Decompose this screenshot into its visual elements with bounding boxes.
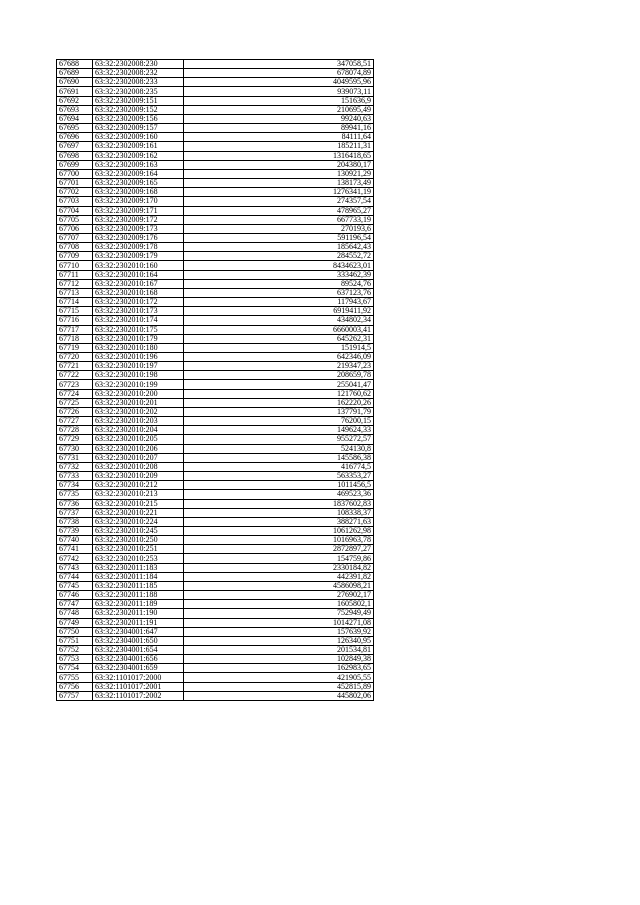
cadastral-number-cell: 63:32:2302011:185	[93, 581, 184, 590]
cadastral-value-cell: 445802,06	[184, 691, 374, 700]
table-row	[57, 618, 374, 627]
table-row	[57, 646, 374, 655]
row-id-cell: 67728	[57, 426, 93, 435]
cadastral-number-cell: 63:32:2302010:201	[93, 398, 184, 407]
cadastral-number-cell: 63:32:2302010:212	[93, 481, 184, 490]
cadastral-number-cell: 63:32:2302009:152	[93, 105, 184, 114]
table-row	[57, 536, 374, 545]
cadastral-value-cell: 276902,17	[184, 591, 374, 600]
cadastral-number-cell: 63:32:2304001:654	[93, 646, 184, 655]
table-row	[57, 417, 374, 426]
row-id-cell: 67752	[57, 646, 93, 655]
row-id-cell: 67716	[57, 316, 93, 325]
row-id-cell: 67704	[57, 206, 93, 215]
table-row	[57, 206, 374, 215]
cadastral-value-cell: 442391,82	[184, 572, 374, 581]
cadastral-number-cell: 63:32:2302011:188	[93, 591, 184, 600]
table-row	[57, 609, 374, 618]
cadastral-value-cell: 89941,16	[184, 124, 374, 133]
cadastral-number-cell: 63:32:1101017:2002	[93, 691, 184, 700]
row-id-cell: 67734	[57, 481, 93, 490]
cadastral-value-cell: 210695,49	[184, 105, 374, 114]
table-row	[57, 563, 374, 572]
cadastral-value-cell: 108338,37	[184, 508, 374, 517]
row-id-cell: 67740	[57, 536, 93, 545]
cadastral-value-cell: 637123,76	[184, 288, 374, 297]
cadastral-value-cell: 1316418,65	[184, 151, 374, 160]
table-row	[57, 353, 374, 362]
row-id-cell: 67690	[57, 78, 93, 87]
row-id-cell: 67688	[57, 60, 93, 69]
row-id-cell: 67711	[57, 270, 93, 279]
cadastral-number-cell: 63:32:2302010:175	[93, 325, 184, 334]
cadastral-number-cell: 63:32:2302010:199	[93, 380, 184, 389]
table-row	[57, 252, 374, 261]
row-id-cell: 67727	[57, 417, 93, 426]
cadastral-value-cell: 99240,63	[184, 114, 374, 123]
row-id-cell: 67725	[57, 398, 93, 407]
row-id-cell: 67702	[57, 188, 93, 197]
cadastral-number-cell: 63:32:2302011:190	[93, 609, 184, 618]
table-row	[57, 572, 374, 581]
row-id-cell: 67738	[57, 517, 93, 526]
table-row	[57, 316, 374, 325]
row-id-cell: 67717	[57, 325, 93, 334]
cadastral-value-cell: 84111,64	[184, 133, 374, 142]
row-id-cell: 67750	[57, 627, 93, 636]
row-id-cell: 67722	[57, 371, 93, 380]
cadastral-value-cell: 117943,67	[184, 298, 374, 307]
cadastral-value-cell: 469523,36	[184, 490, 374, 499]
cadastral-number-cell: 63:32:2304001:656	[93, 655, 184, 664]
table-row	[57, 453, 374, 462]
cadastral-number-cell: 63:32:2302009:161	[93, 142, 184, 151]
cadastral-value-cell: 478965,27	[184, 206, 374, 215]
row-id-cell: 67729	[57, 435, 93, 444]
table-row	[57, 462, 374, 471]
cadastral-number-cell: 63:32:2302008:235	[93, 87, 184, 96]
cadastral-number-cell: 63:32:2302009:165	[93, 179, 184, 188]
row-id-cell: 67726	[57, 407, 93, 416]
cadastral-number-cell: 63:32:2302010:180	[93, 343, 184, 352]
cadastral-value-cell: 76200,15	[184, 417, 374, 426]
row-id-cell: 67712	[57, 279, 93, 288]
row-id-cell: 67718	[57, 334, 93, 343]
cadastral-value-cell: 270193,6	[184, 224, 374, 233]
cadastral-number-cell: 63:32:1101017:2001	[93, 682, 184, 691]
cadastral-number-cell: 63:32:2304001:659	[93, 664, 184, 673]
cadastral-number-cell: 63:32:2302011:189	[93, 600, 184, 609]
cadastral-value-cell: 642346,09	[184, 353, 374, 362]
row-id-cell: 67753	[57, 655, 93, 664]
cadastral-number-cell: 63:32:2302010:209	[93, 472, 184, 481]
row-id-cell: 67749	[57, 618, 93, 627]
cadastral-value-cell: 955272,57	[184, 435, 374, 444]
row-id-cell: 67713	[57, 288, 93, 297]
cadastral-number-cell: 63:32:2302010:200	[93, 389, 184, 398]
cadastral-value-cell: 201534,81	[184, 646, 374, 655]
row-id-cell: 67697	[57, 142, 93, 151]
cadastral-value-table	[56, 59, 374, 701]
row-id-cell: 67699	[57, 160, 93, 169]
cadastral-value-cell: 154759,86	[184, 554, 374, 563]
cadastral-value-cell: 157639,92	[184, 627, 374, 636]
cadastral-value-cell: 645262,31	[184, 334, 374, 343]
cadastral-value-cell: 255041,47	[184, 380, 374, 389]
cadastral-value-cell: 149624,33	[184, 426, 374, 435]
table-row	[57, 151, 374, 160]
table-row	[57, 114, 374, 123]
cadastral-value-cell: 274357,54	[184, 197, 374, 206]
cadastral-value-cell: 284552,72	[184, 252, 374, 261]
row-id-cell: 67691	[57, 87, 93, 96]
cadastral-value-cell: 137791,79	[184, 407, 374, 416]
table-row	[57, 435, 374, 444]
row-id-cell: 67706	[57, 224, 93, 233]
cadastral-number-cell: 63:32:2302010:172	[93, 298, 184, 307]
table-row	[57, 636, 374, 645]
table-row	[57, 288, 374, 297]
row-id-cell: 67751	[57, 636, 93, 645]
table-row	[57, 188, 374, 197]
cadastral-number-cell: 63:32:2302010:167	[93, 279, 184, 288]
cadastral-value-cell: 421905,55	[184, 673, 374, 682]
cadastral-number-cell: 63:32:2302011:184	[93, 572, 184, 581]
cadastral-value-cell: 1014271,08	[184, 618, 374, 627]
cadastral-value-cell: 1016963,78	[184, 536, 374, 545]
cadastral-value-cell: 162983,65	[184, 664, 374, 673]
table-row	[57, 96, 374, 105]
table-row	[57, 664, 374, 673]
row-id-cell: 67708	[57, 243, 93, 252]
cadastral-number-cell: 63:32:2302010:205	[93, 435, 184, 444]
table-row	[57, 343, 374, 352]
cadastral-number-cell: 63:32:2302009:178	[93, 243, 184, 252]
cadastral-number-cell: 63:32:2304001:647	[93, 627, 184, 636]
cadastral-number-cell: 63:32:2302010:253	[93, 554, 184, 563]
row-id-cell: 67742	[57, 554, 93, 563]
cadastral-value-cell: 1605802,1	[184, 600, 374, 609]
cadastral-value-cell: 667733,19	[184, 215, 374, 224]
row-id-cell: 67698	[57, 151, 93, 160]
row-id-cell: 67696	[57, 133, 93, 142]
table-row	[57, 243, 374, 252]
table-row	[57, 215, 374, 224]
cadastral-value-cell: 752949,49	[184, 609, 374, 618]
row-id-cell: 67735	[57, 490, 93, 499]
cadastral-number-cell: 63:32:2302010:215	[93, 499, 184, 508]
table-row	[57, 600, 374, 609]
cadastral-value-cell: 1276341,19	[184, 188, 374, 197]
table-row	[57, 334, 374, 343]
cadastral-number-cell: 63:32:2302010:173	[93, 307, 184, 316]
row-id-cell: 67757	[57, 691, 93, 700]
cadastral-value-cell: 126340,95	[184, 636, 374, 645]
row-id-cell: 67736	[57, 499, 93, 508]
table-row	[57, 508, 374, 517]
cadastral-number-cell: 63:32:2302011:191	[93, 618, 184, 627]
row-id-cell: 67721	[57, 362, 93, 371]
table-row	[57, 224, 374, 233]
cadastral-value-cell: 6919411,92	[184, 307, 374, 316]
cadastral-value-cell: 388271,63	[184, 517, 374, 526]
row-id-cell: 67692	[57, 96, 93, 105]
table-row	[57, 545, 374, 554]
cadastral-value-cell: 145586,38	[184, 453, 374, 462]
cadastral-value-cell: 591196,54	[184, 233, 374, 242]
table-row	[57, 179, 374, 188]
row-id-cell: 67730	[57, 444, 93, 453]
row-id-cell: 67754	[57, 664, 93, 673]
cadastral-value-cell: 347058,51	[184, 60, 374, 69]
row-id-cell: 67737	[57, 508, 93, 517]
row-id-cell: 67709	[57, 252, 93, 261]
table-row	[57, 526, 374, 535]
table-row	[57, 499, 374, 508]
row-id-cell: 67689	[57, 69, 93, 78]
table-row	[57, 133, 374, 142]
cadastral-value-cell: 102849,38	[184, 655, 374, 664]
cadastral-number-cell: 63:32:2302009:160	[93, 133, 184, 142]
row-id-cell: 67732	[57, 462, 93, 471]
cadastral-value-cell: 138173,49	[184, 179, 374, 188]
table-row	[57, 362, 374, 371]
table-row	[57, 554, 374, 563]
cadastral-value-cell: 2330184,82	[184, 563, 374, 572]
table-body	[57, 60, 374, 701]
cadastral-number-cell: 63:32:2304001:650	[93, 636, 184, 645]
cadastral-number-cell: 63:32:2302009:164	[93, 169, 184, 178]
table-row	[57, 490, 374, 499]
cadastral-value-cell: 6660003,41	[184, 325, 374, 334]
cadastral-number-cell: 63:32:2302010:168	[93, 288, 184, 297]
cadastral-number-cell: 63:32:2302010:197	[93, 362, 184, 371]
table-row	[57, 407, 374, 416]
cadastral-number-cell: 63:32:2302009:162	[93, 151, 184, 160]
cadastral-number-cell: 63:32:2302009:176	[93, 233, 184, 242]
table-row	[57, 78, 374, 87]
cadastral-number-cell: 63:32:2302009:157	[93, 124, 184, 133]
cadastral-number-cell: 63:32:2302009:156	[93, 114, 184, 123]
cadastral-value-cell: 185642,43	[184, 243, 374, 252]
cadastral-value-cell: 678074,89	[184, 69, 374, 78]
cadastral-value-cell: 162220,26	[184, 398, 374, 407]
table-row	[57, 261, 374, 270]
row-id-cell: 67703	[57, 197, 93, 206]
cadastral-value-cell: 130921,29	[184, 169, 374, 178]
cadastral-value-cell: 416774,5	[184, 462, 374, 471]
cadastral-value-cell: 2872897,27	[184, 545, 374, 554]
cadastral-number-cell: 63:32:2302010:202	[93, 407, 184, 416]
table-row	[57, 389, 374, 398]
table-row	[57, 371, 374, 380]
cadastral-value-cell: 89524,76	[184, 279, 374, 288]
row-id-cell: 67741	[57, 545, 93, 554]
table-row	[57, 160, 374, 169]
table-row	[57, 124, 374, 133]
table-row	[57, 87, 374, 96]
row-id-cell: 67720	[57, 353, 93, 362]
cadastral-value-cell: 219347,23	[184, 362, 374, 371]
cadastral-number-cell: 63:32:2302009:179	[93, 252, 184, 261]
cadastral-number-cell: 63:32:2302011:183	[93, 563, 184, 572]
table-row	[57, 380, 374, 389]
table-row	[57, 307, 374, 316]
cadastral-number-cell: 63:32:2302010:208	[93, 462, 184, 471]
table-row	[57, 60, 374, 69]
table-row	[57, 517, 374, 526]
cadastral-value-cell: 4586098,21	[184, 581, 374, 590]
cadastral-value-cell: 204380,17	[184, 160, 374, 169]
cadastral-number-cell: 63:32:2302009:163	[93, 160, 184, 169]
row-id-cell: 67743	[57, 563, 93, 572]
row-id-cell: 67710	[57, 261, 93, 270]
cadastral-number-cell: 63:32:2302008:233	[93, 78, 184, 87]
cadastral-number-cell: 63:32:2302010:224	[93, 517, 184, 526]
table-row	[57, 481, 374, 490]
row-id-cell: 67746	[57, 591, 93, 600]
table-row	[57, 279, 374, 288]
table-row	[57, 233, 374, 242]
row-id-cell: 67700	[57, 169, 93, 178]
row-id-cell: 67701	[57, 179, 93, 188]
row-id-cell: 67693	[57, 105, 93, 114]
cadastral-number-cell: 63:32:2302010:204	[93, 426, 184, 435]
table-row	[57, 472, 374, 481]
row-id-cell: 67694	[57, 114, 93, 123]
cadastral-value-cell: 1061262,98	[184, 526, 374, 535]
cadastral-number-cell: 63:32:2302009:173	[93, 224, 184, 233]
row-id-cell: 67733	[57, 472, 93, 481]
row-id-cell: 67745	[57, 581, 93, 590]
table-row	[57, 197, 374, 206]
table-row	[57, 69, 374, 78]
cadastral-number-cell: 63:32:2302010:198	[93, 371, 184, 380]
cadastral-number-cell: 63:32:2302008:230	[93, 60, 184, 69]
cadastral-number-cell: 63:32:2302010:207	[93, 453, 184, 462]
cadastral-value-cell: 8434623,01	[184, 261, 374, 270]
cadastral-value-cell: 151914,5	[184, 343, 374, 352]
table-row	[57, 169, 374, 178]
cadastral-value-cell: 151636,9	[184, 96, 374, 105]
cadastral-value-cell: 1011456,5	[184, 481, 374, 490]
cadastral-number-cell: 63:32:2302010:174	[93, 316, 184, 325]
cadastral-number-cell: 63:32:2302010:245	[93, 526, 184, 535]
table-row	[57, 682, 374, 691]
table-row	[57, 673, 374, 682]
table-row	[57, 627, 374, 636]
table-row	[57, 444, 374, 453]
cadastral-number-cell: 63:32:2302010:179	[93, 334, 184, 343]
cadastral-value-cell: 524130,8	[184, 444, 374, 453]
row-id-cell: 67739	[57, 526, 93, 535]
cadastral-number-cell: 63:32:2302009:168	[93, 188, 184, 197]
row-id-cell: 67747	[57, 600, 93, 609]
table-row	[57, 142, 374, 151]
row-id-cell: 67724	[57, 389, 93, 398]
cadastral-value-cell: 563353,27	[184, 472, 374, 481]
row-id-cell: 67695	[57, 124, 93, 133]
cadastral-value-cell: 4049595,96	[184, 78, 374, 87]
row-id-cell: 67707	[57, 233, 93, 242]
cadastral-value-cell: 208659,78	[184, 371, 374, 380]
cadastral-number-cell: 63:32:2302010:203	[93, 417, 184, 426]
table-row	[57, 691, 374, 700]
cadastral-value-cell: 452815,89	[184, 682, 374, 691]
table-row	[57, 655, 374, 664]
cadastral-number-cell: 63:32:2302010:160	[93, 261, 184, 270]
table-row	[57, 398, 374, 407]
cadastral-number-cell: 63:32:2302010:221	[93, 508, 184, 517]
cadastral-value-cell: 185211,31	[184, 142, 374, 151]
row-id-cell: 67755	[57, 673, 93, 682]
cadastral-number-cell: 63:32:2302008:232	[93, 69, 184, 78]
table-row	[57, 426, 374, 435]
cadastral-number-cell: 63:32:1101017:2000	[93, 673, 184, 682]
cadastral-value-cell: 333462,39	[184, 270, 374, 279]
cadastral-value-cell: 939073,11	[184, 87, 374, 96]
table-row	[57, 298, 374, 307]
cadastral-number-cell: 63:32:2302010:251	[93, 545, 184, 554]
table-row	[57, 105, 374, 114]
cadastral-number-cell: 63:32:2302009:151	[93, 96, 184, 105]
cadastral-number-cell: 63:32:2302010:196	[93, 353, 184, 362]
row-id-cell: 67748	[57, 609, 93, 618]
cadastral-number-cell: 63:32:2302010:206	[93, 444, 184, 453]
cadastral-number-cell: 63:32:2302009:172	[93, 215, 184, 224]
cadastral-value-cell: 1837602,83	[184, 499, 374, 508]
table-row	[57, 325, 374, 334]
cadastral-number-cell: 63:32:2302010:213	[93, 490, 184, 499]
table-row	[57, 591, 374, 600]
row-id-cell: 67705	[57, 215, 93, 224]
table-row	[57, 270, 374, 279]
row-id-cell: 67744	[57, 572, 93, 581]
row-id-cell: 67719	[57, 343, 93, 352]
cadastral-number-cell: 63:32:2302009:170	[93, 197, 184, 206]
row-id-cell: 67731	[57, 453, 93, 462]
cadastral-value-cell: 121760,62	[184, 389, 374, 398]
cadastral-value-cell: 434802,34	[184, 316, 374, 325]
row-id-cell: 67756	[57, 682, 93, 691]
row-id-cell: 67715	[57, 307, 93, 316]
cadastral-number-cell: 63:32:2302010:164	[93, 270, 184, 279]
cadastral-number-cell: 63:32:2302009:171	[93, 206, 184, 215]
cadastral-number-cell: 63:32:2302010:250	[93, 536, 184, 545]
row-id-cell: 67723	[57, 380, 93, 389]
table-row	[57, 581, 374, 590]
row-id-cell: 67714	[57, 298, 93, 307]
